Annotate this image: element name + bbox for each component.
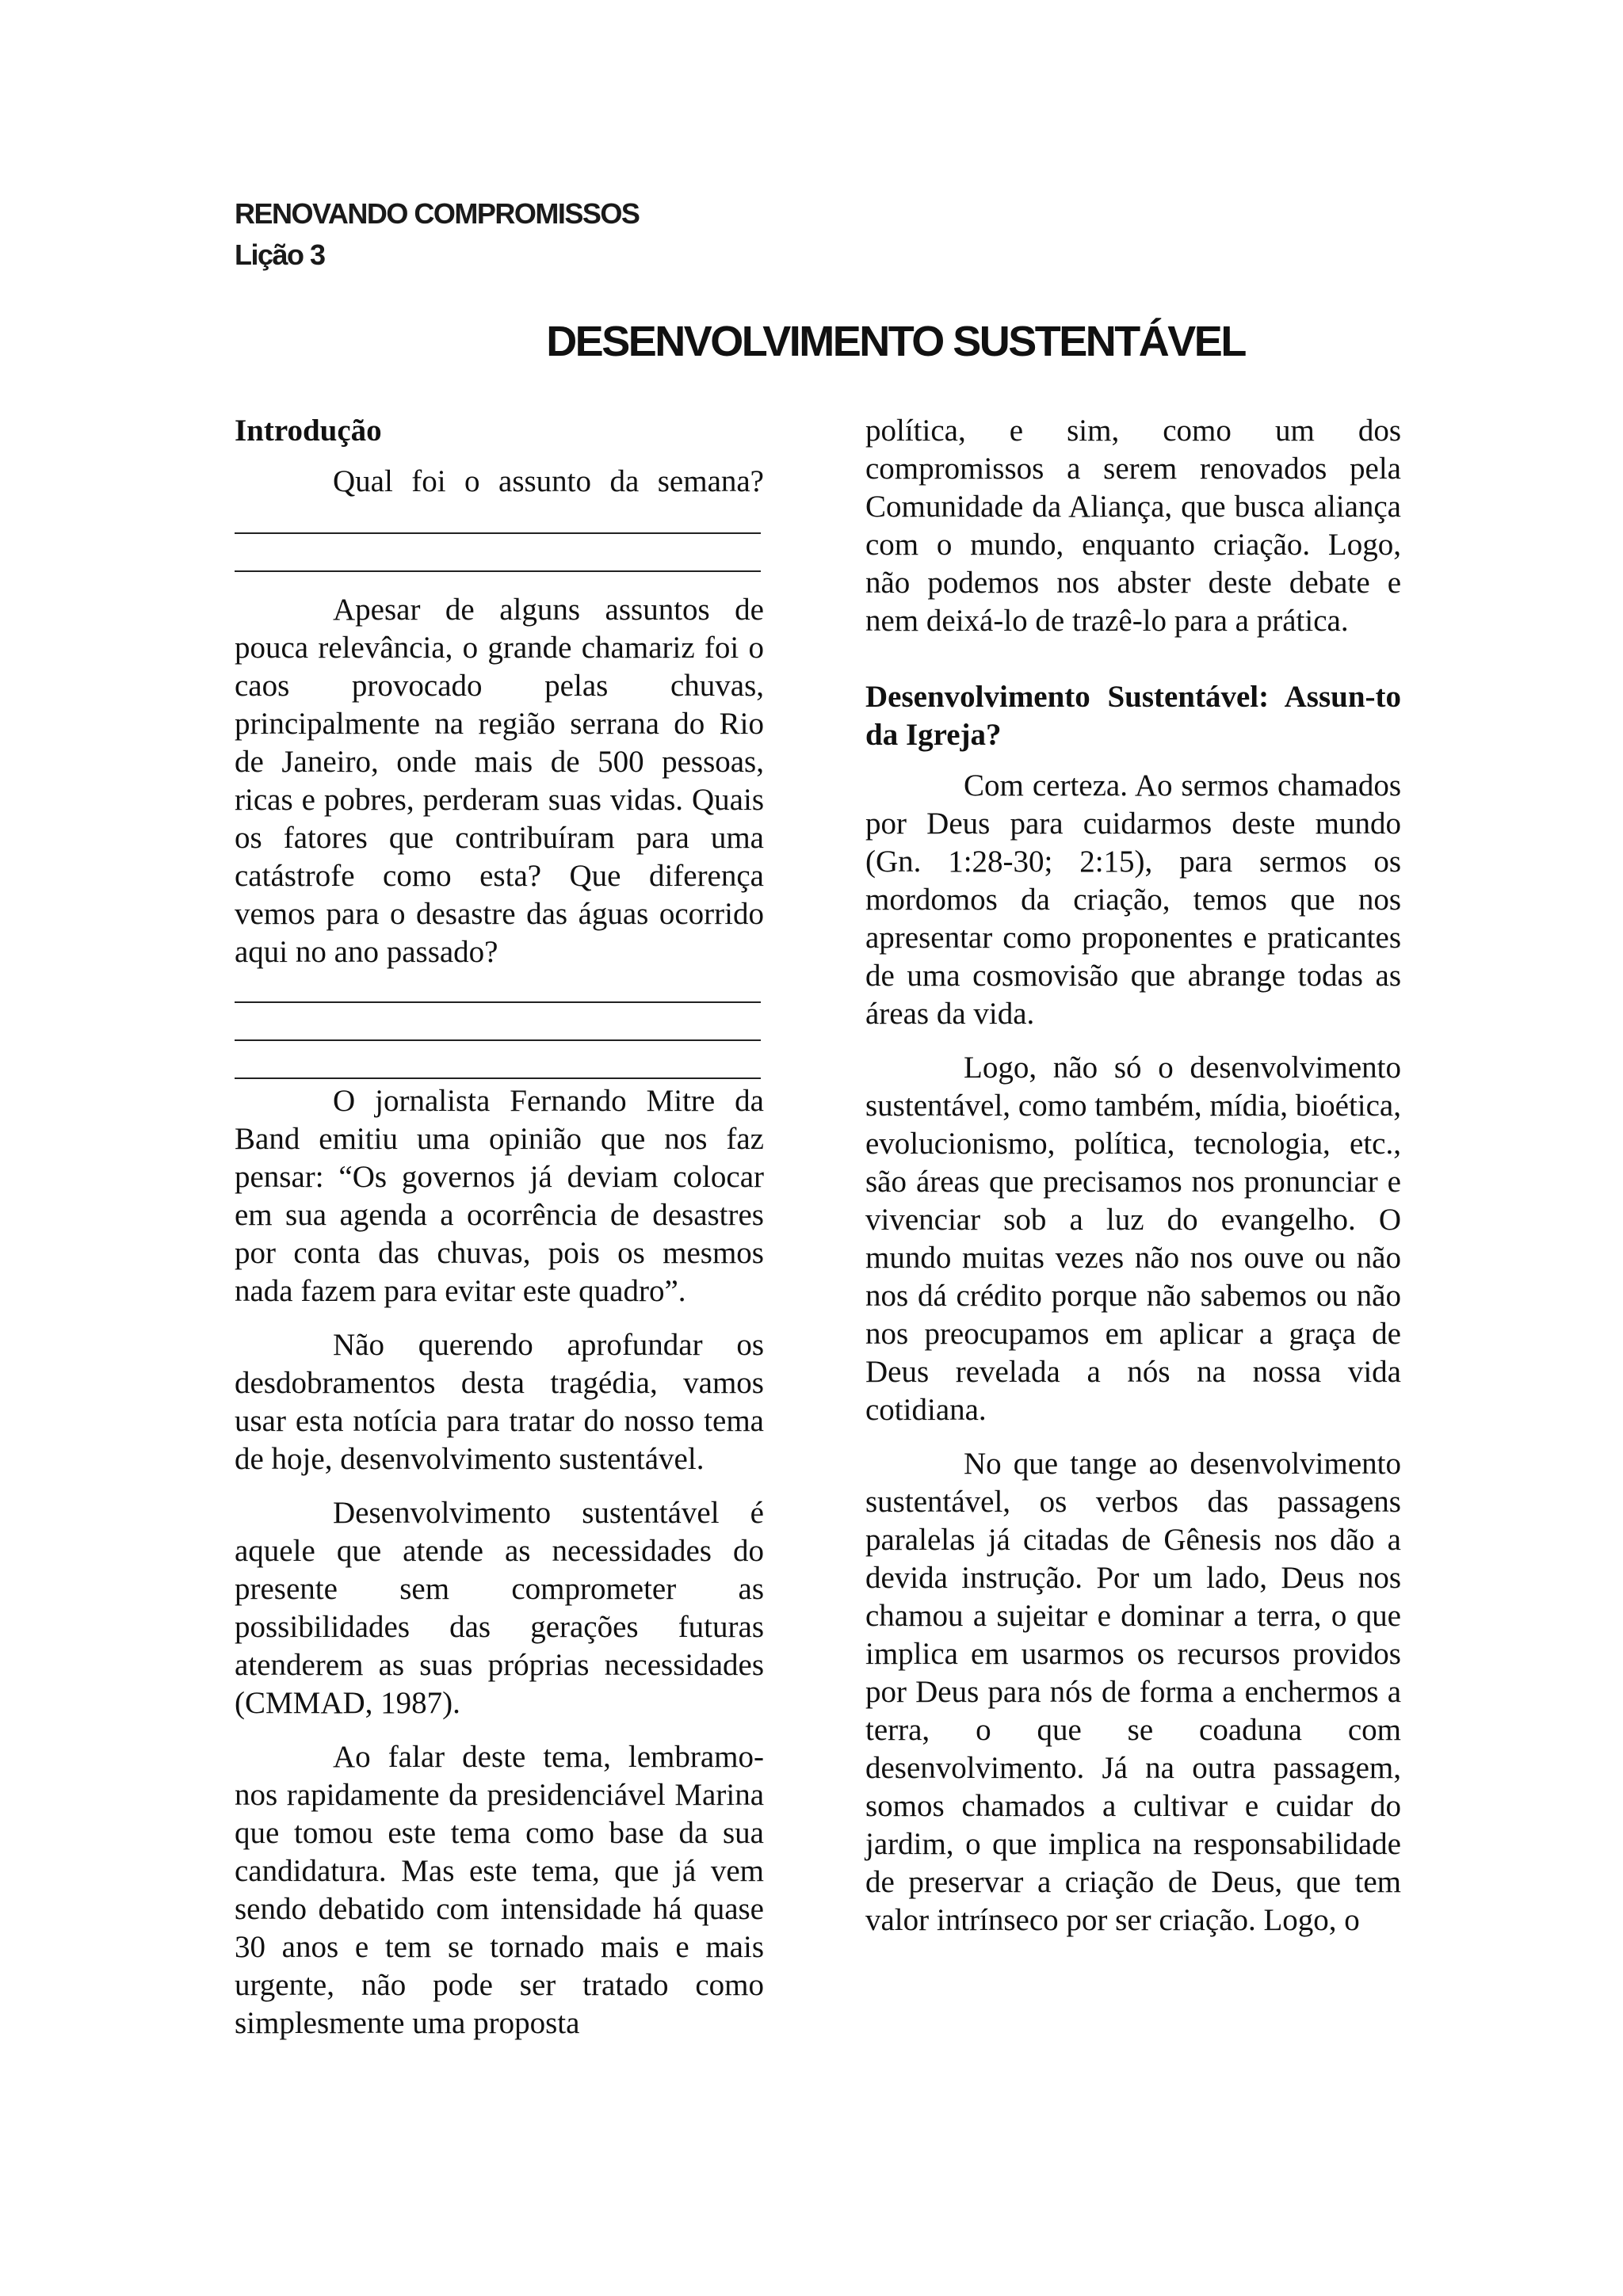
lesson-number: Lição 3 <box>235 238 325 271</box>
paragraph: Ao falar deste tema, lembramo-nos rapidamente da presidenciável Marina que tomou este tema como base da sua candidatura. Mas este tema, que já vem sendo debatido com intensidade há quase 30 anos e tem se tornado mais e mais urgente, não pode ser tratado como simplesmente uma proposta <box>235 1740 764 2040</box>
lesson-header <box>235 193 639 276</box>
intro-heading: Introdução <box>235 414 382 448</box>
paragraph: Com certeza. Ao sermos chamados por Deus para cuidarmos deste mundo (Gn. 1:28-30; 2:15), para sermos os mordomos da criação, temos que nos apresentar como proponentes e praticantes de uma cosmovisão que abrange todas as áreas da vida. <box>865 769 1401 1031</box>
page-title: DESENVOLVIMENTO SUSTENTÁVEL <box>546 318 1245 365</box>
paragraph: Não querendo aprofundar os desdobramentos desta tragédia, vamos usar esta notícia para tratar do nosso tema de hoje, desenvolvimento sustentável. <box>235 1328 764 1476</box>
answer-line[interactable] <box>235 1077 761 1079</box>
paragraph-continued: política, e sim, como um dos compromissos a serem renovados pela Comunidade da Aliança, que busca aliança com o mundo, enquanto criação. Logo, não podemos nos abster deste debate e nem deixá-lo de trazê-lo para a prática. <box>865 414 1401 638</box>
week-question: Qual foi o assunto da semana? <box>333 464 764 498</box>
paragraph: Desenvolvimento sustentável é aquele que atende as necessidades do presente sem comprometer as possibilidades das gerações futuras atenderem as suas próprias necessidades (CMMAD, 1987). <box>235 1496 764 1720</box>
right-column <box>865 412 1401 1939</box>
answer-line[interactable] <box>235 532 761 534</box>
answer-line[interactable] <box>235 1039 761 1041</box>
section-heading: Desenvolvimento Sustentável: Assun-to da Igreja? <box>865 680 1401 752</box>
series-title: RENOVANDO COMPROMISSOS <box>235 197 640 230</box>
paragraph: Apesar de alguns assuntos de pouca relevância, o grande chamariz foi o caos provocado pelas chuvas, principalmente na região serrana do Rio de Janeiro, onde mais de 500 pessoas, ricas e pobres, perderam suas vidas. Quais os fatores que contribuíram para uma catástrofe como esta? Que diferença vemos para o desastre das águas ocorrido aqui no ano passado? <box>235 593 764 969</box>
paragraph: O jornalista Fernando Mitre da Band emitiu uma opinião que nos faz pensar: “Os governos já deviam colocar em sua agenda a ocorrência de desastres por conta das chuvas, pois os mesmos nada fazem para evitar este quadro”. <box>235 1084 764 1308</box>
paragraph: Logo, não só o desenvolvimento sustentável, como também, mídia, bioética, evolucionismo, política, tecnologia, etc., são áreas que precisamos nos pronunciar e vivenciar sob a luz do evangelho. O mundo muitas vezes não nos ouve ou não nos dá crédito porque não sabemos ou não nos preocupamos em aplicar a graça de Deus revelada a nós na nossa vida cotidiana. <box>865 1051 1401 1427</box>
paragraph: No que tange ao desenvolvimento sustentável, os verbos das passagens paralelas já citadas de Gênesis nos dão a devida instrução. Por um lado, Deus nos chamou a sujeitar e dominar a terra, o que implica em usarmos os recursos providos por Deus para nós de forma a enchermos a terra, o que se coaduna com desenvolvimento. Já na outra passagem, somos chamados a cultivar e cuidar do jardim, o que implica na responsabilidade de preservar a criação de Deus, que tem valor intrínseco por ser criação. Logo, o <box>865 1447 1401 1937</box>
answer-line[interactable] <box>235 570 761 572</box>
left-column <box>235 412 764 2042</box>
answer-line[interactable] <box>235 1001 761 1003</box>
